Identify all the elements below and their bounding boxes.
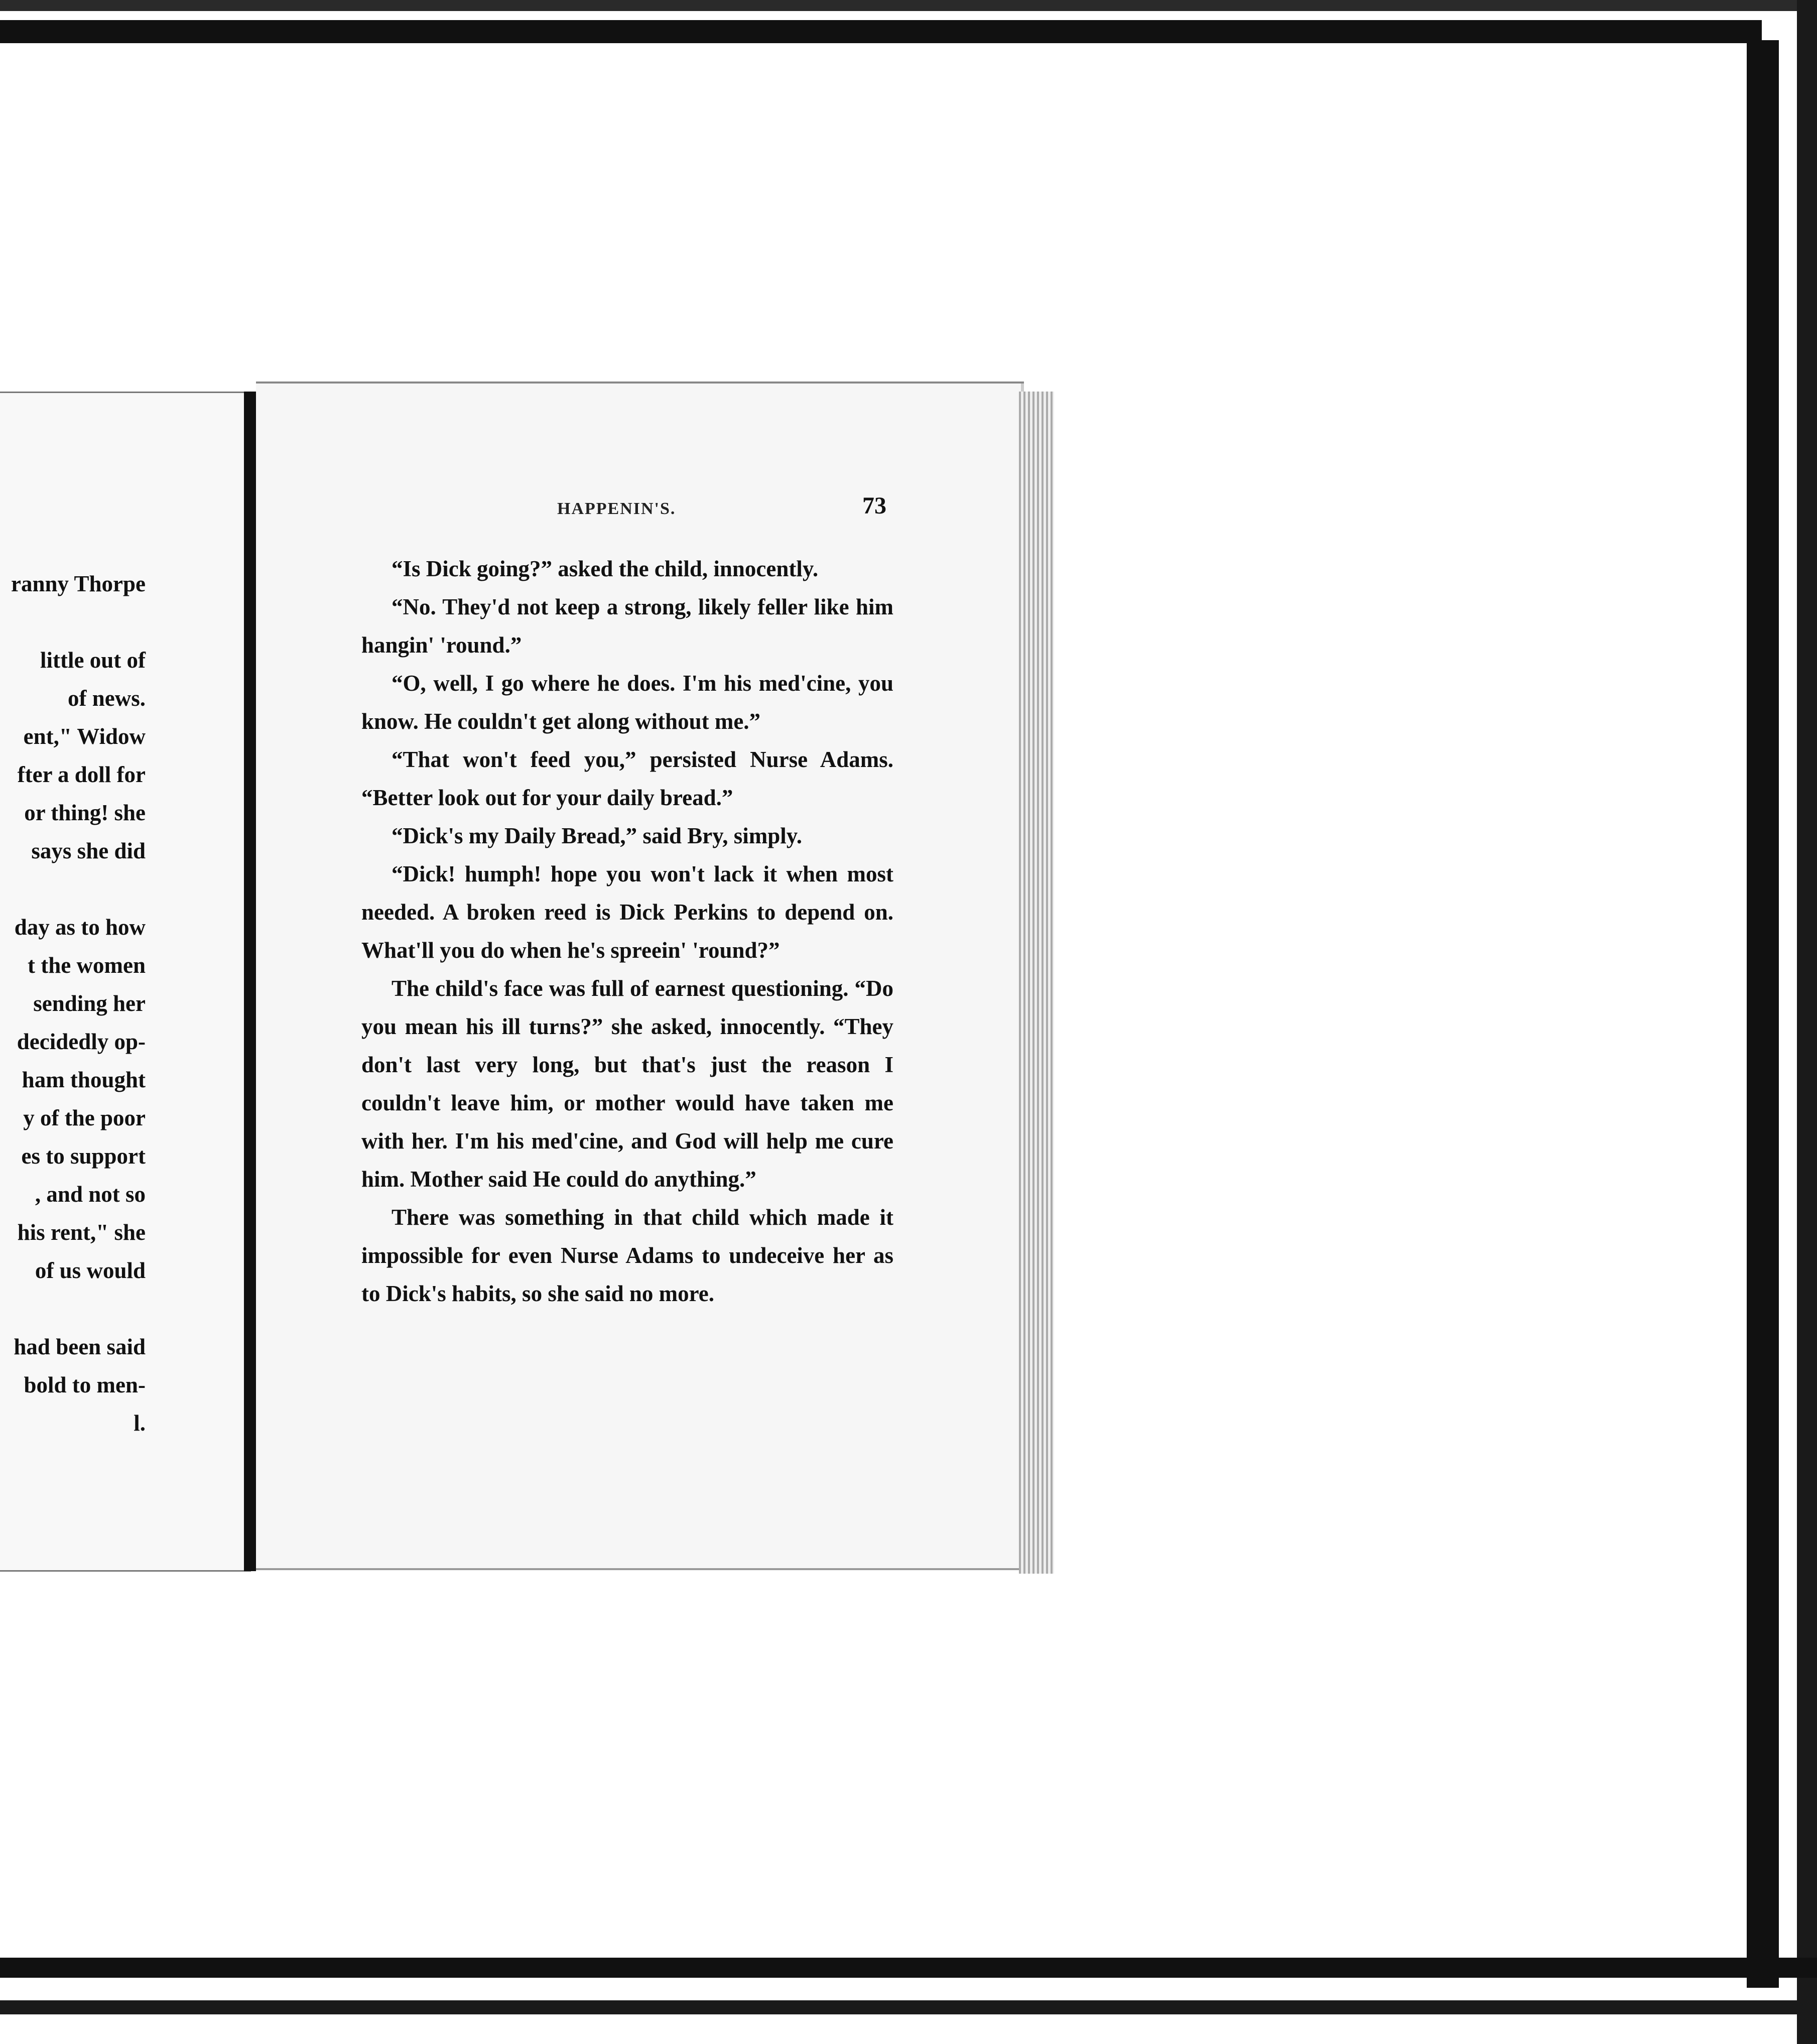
paragraph: “Dick! humph! hope you won't lack it when most needed. A broken reed is Dick Perkins to depend on. What'll you do when he's spreein' 'round?” (361, 861, 893, 963)
scan-border-far-right (1797, 0, 1817, 2044)
left-page-text (0, 565, 146, 1442)
paragraph: “Is Dick going?” asked the child, innocently. (392, 556, 819, 581)
scan-border-bottom-thin (0, 2000, 1817, 2014)
left-page-line: t the women (28, 953, 146, 978)
page-edges (1019, 392, 1054, 1574)
left-page-line: , and not so (35, 1182, 146, 1207)
left-page-line: little out of (40, 648, 146, 673)
paragraph: “No. They'd not keep a strong, likely feller like him hangin' 'round.” (361, 594, 893, 658)
left-page-line: y of the poor (23, 1105, 146, 1130)
left-page-line: says she did (31, 838, 146, 863)
running-header: HAPPENIN'S. (557, 499, 676, 518)
left-page-line (0, 1290, 146, 1328)
left-page-line: ent," Widow (23, 724, 146, 749)
left-page-line: day as to how (14, 915, 146, 940)
left-page-line: ranny Thorpe (11, 571, 146, 596)
left-page-line: l. (134, 1411, 146, 1436)
left-page-line: his rent," she (17, 1220, 146, 1245)
left-page-line: of news. (68, 686, 146, 711)
left-page-line (0, 870, 146, 908)
left-page-line: or thing! she (24, 800, 146, 825)
scan-border-top (0, 20, 1762, 43)
left-page-line: sending her (33, 991, 146, 1016)
left-page-line: es to support (21, 1143, 146, 1169)
paragraph: There was something in that child which made it impossible for even Nurse Adams to undeceive her as to Dick's habits, so she said no more. (361, 1205, 893, 1306)
scan-border-right (1747, 40, 1779, 1988)
paragraph: The child's face was full of earnest questioning. “Do you mean his ill turns?” she asked, innocently. “They don't last very long, but that's just the reason I couldn't leave him, or mother would have taken me with her. I'm his med'cine, and God will help me cure him. Mother said He could do anything.” (361, 976, 893, 1192)
scan-border-bottom (0, 1958, 1817, 1978)
book-gutter (244, 392, 256, 1571)
left-page-line: ham thought (22, 1067, 146, 1092)
left-page-line: fter a doll for (17, 762, 146, 787)
left-page-line: bold to men- (24, 1372, 146, 1397)
left-page-line: decidedly op- (17, 1029, 146, 1054)
paragraph: “O, well, I go where he does. I'm his med'cine, you know. He couldn't get along without me.” (361, 671, 893, 734)
left-page-line: had been said (14, 1334, 146, 1359)
page-body (361, 550, 893, 1313)
paragraph: “That won't feed you,” persisted Nurse Adams. “Better look out for your daily bread.” (361, 747, 893, 810)
scan-border-top-thin (0, 0, 1817, 11)
left-page-line (0, 603, 146, 641)
paragraph: “Dick's my Daily Bread,” said Bry, simply. (392, 823, 803, 848)
page-number: 73 (862, 492, 886, 519)
left-page-line: of us would (35, 1258, 146, 1283)
